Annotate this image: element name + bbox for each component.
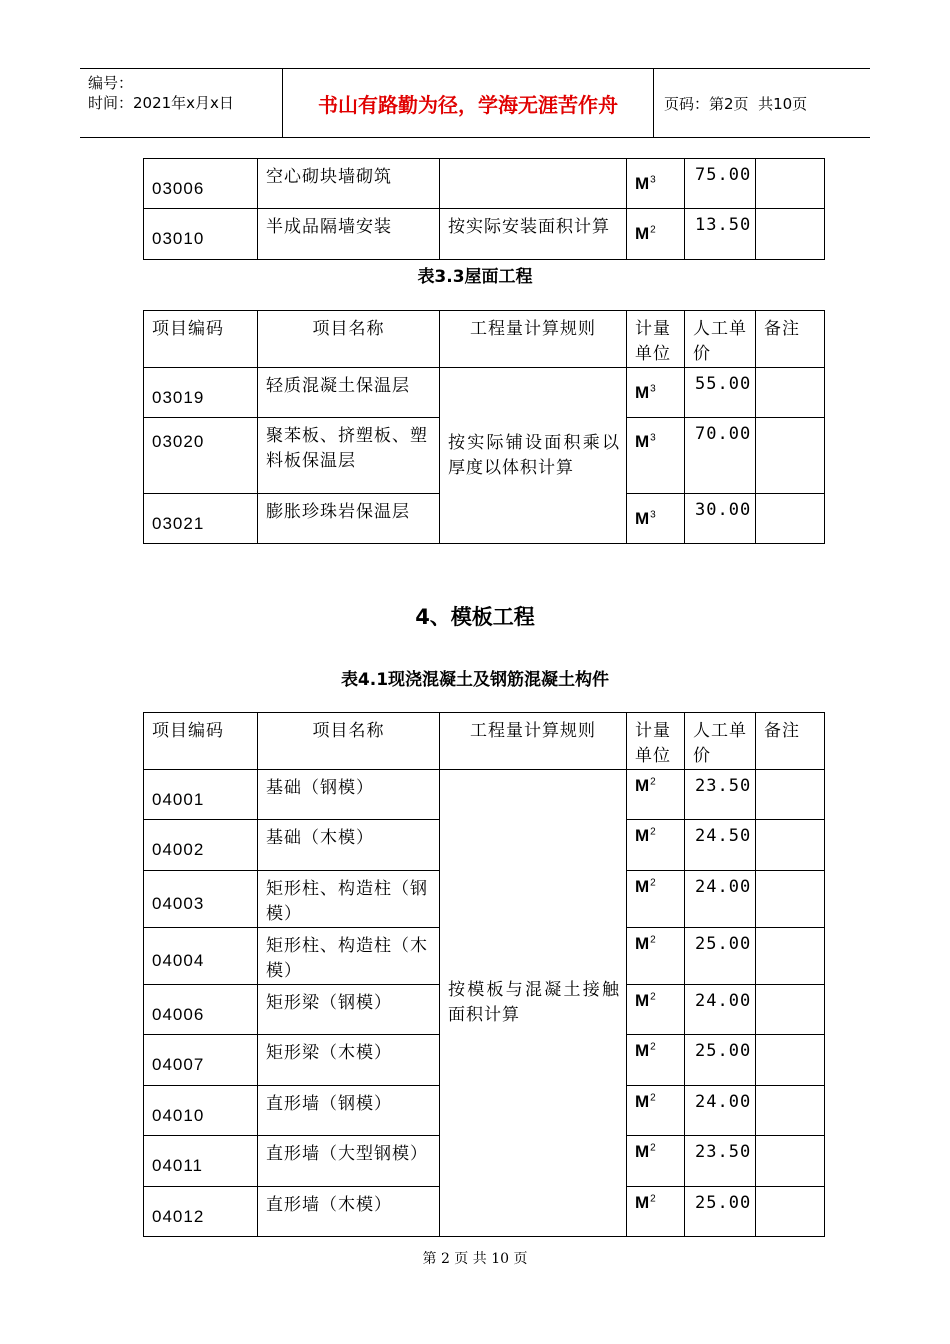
row-code: 03006 [144, 159, 258, 209]
header-rule: 工程量计算规则 [440, 311, 627, 368]
row-note [756, 368, 825, 418]
row-unit [627, 209, 685, 260]
unit-exp: 2 [650, 991, 657, 1003]
row-code: 03020 [144, 418, 258, 494]
table-4-1 [143, 712, 825, 1237]
header-unit: 计量单位 [627, 311, 685, 368]
row-code: 04006 [144, 985, 258, 1035]
row-unit [627, 159, 685, 209]
row-price: 25.00 [685, 1035, 756, 1086]
table-header-row [144, 311, 825, 368]
header-note: 备注 [756, 713, 825, 770]
row-price: 55.00 [685, 368, 756, 418]
row-price: 25.00 [685, 1187, 756, 1237]
table-row [144, 209, 825, 260]
header-page-info [664, 69, 870, 137]
unit-exp: 2 [650, 877, 657, 889]
row-unit [627, 985, 685, 1035]
row-code: 04001 [144, 770, 258, 820]
table-3-3-caption: 表3.3屋面工程 [417, 267, 533, 287]
row-name: 矩形柱、构造柱（钢模） [258, 871, 440, 928]
row-note [756, 928, 825, 985]
row-price: 24.50 [685, 820, 756, 871]
unit-exp: 3 [650, 382, 657, 394]
row-note [756, 209, 825, 260]
header-price: 人工单价 [685, 311, 756, 368]
header-name: 项目名称 [258, 713, 440, 770]
row-name: 空心砌块墙砌筑 [258, 159, 440, 209]
table-3-3 [143, 310, 825, 544]
row-unit [627, 1187, 685, 1237]
row-unit [627, 494, 685, 544]
unit-base: M [635, 826, 651, 845]
row-note [756, 1086, 825, 1136]
row-note [756, 418, 825, 494]
row-note [756, 985, 825, 1035]
row-code: 04004 [144, 928, 258, 985]
header-note: 备注 [756, 311, 825, 368]
row-unit [627, 928, 685, 985]
number-label: 编号： [88, 74, 134, 92]
row-name: 轻质混凝土保温层 [258, 368, 440, 418]
unit-base: M [635, 1142, 651, 1161]
unit-base: M [635, 934, 651, 953]
unit-base: M [635, 776, 651, 795]
unit-exp: 2 [650, 1092, 657, 1104]
row-name: 聚苯板、挤塑板、塑料板保温层 [258, 418, 440, 494]
row-rule [440, 159, 627, 209]
row-price: 24.00 [685, 1086, 756, 1136]
shared-rule: 按实际铺设面积乘以厚度以体积计算 [440, 368, 627, 544]
header-meta [80, 69, 280, 137]
page-header [80, 68, 870, 138]
table-row [144, 159, 825, 209]
row-code: 04002 [144, 820, 258, 871]
unit-exp: 2 [650, 1041, 657, 1053]
row-rule: 按实际安装面积计算 [440, 209, 627, 260]
unit-exp: 3 [650, 508, 657, 520]
unit-base: M [635, 432, 651, 451]
unit-base: M [635, 382, 651, 402]
row-unit [627, 1136, 685, 1187]
row-price: 23.50 [685, 1136, 756, 1187]
section-4-title: 4、模板工程 [415, 605, 535, 629]
row-code: 04011 [144, 1136, 258, 1187]
row-unit [627, 770, 685, 820]
row-name: 矩形梁（钢模） [258, 985, 440, 1035]
row-name: 基础（钢模） [258, 770, 440, 820]
row-price: 24.00 [685, 871, 756, 928]
row-note [756, 1187, 825, 1237]
row-name: 直形墙（木模） [258, 1187, 440, 1237]
row-code: 04007 [144, 1035, 258, 1086]
row-price: 75.00 [685, 159, 756, 209]
unit-base: M [635, 173, 651, 193]
row-code: 03019 [144, 368, 258, 418]
unit-exp: 2 [650, 826, 657, 838]
unit-base: M [635, 224, 651, 243]
row-unit [627, 871, 685, 928]
unit-base: M [635, 1193, 651, 1212]
page-footer: 第 2 页 共 10 页 [422, 1251, 528, 1267]
row-unit [627, 1035, 685, 1086]
row-unit [627, 1086, 685, 1136]
table-continued [143, 158, 825, 260]
unit-exp: 2 [650, 1142, 657, 1154]
row-name: 基础（木模） [258, 820, 440, 871]
row-price: 30.00 [685, 494, 756, 544]
row-name: 直形墙（钢模） [258, 1086, 440, 1136]
header-name: 项目名称 [258, 311, 440, 368]
row-name: 半成品隔墙安装 [258, 209, 440, 260]
row-price: 25.00 [685, 928, 756, 985]
row-note [756, 871, 825, 928]
row-name: 直形墙（大型钢模） [258, 1136, 440, 1187]
unit-exp: 2 [650, 1193, 657, 1205]
table-header-row [144, 713, 825, 770]
page-info-text: 页码：第2页 共10页 [664, 94, 808, 113]
unit-exp: 3 [650, 432, 657, 444]
row-note [756, 820, 825, 871]
row-code: 03021 [144, 494, 258, 544]
row-code: 04012 [144, 1187, 258, 1237]
table-row [144, 770, 825, 820]
row-unit [627, 418, 685, 494]
unit-base: M [635, 508, 651, 528]
unit-exp: 2 [650, 224, 657, 236]
row-price: 23.50 [685, 770, 756, 820]
header-unit: 计量单位 [627, 713, 685, 770]
header-code: 项目编码 [144, 713, 258, 770]
header-rule: 工程量计算规则 [440, 713, 627, 770]
row-note [756, 1136, 825, 1187]
unit-base: M [635, 991, 651, 1010]
row-name: 矩形梁（木模） [258, 1035, 440, 1086]
row-name: 矩形柱、构造柱（木模） [258, 928, 440, 985]
row-unit [627, 368, 685, 418]
row-price: 70.00 [685, 418, 756, 494]
row-price: 13.50 [685, 209, 756, 260]
shared-rule: 按模板与混凝土接触面积计算 [440, 770, 627, 1237]
table-4-1-caption: 表4.1现浇混凝土及钢筋混凝土构件 [340, 670, 610, 690]
unit-base: M [635, 877, 651, 896]
unit-exp: 3 [650, 173, 657, 185]
row-code: 03010 [144, 209, 258, 260]
time-label: 时间：2021年x月x日 [88, 94, 234, 112]
unit-base: M [635, 1041, 651, 1060]
table-row [144, 368, 825, 418]
row-note [756, 494, 825, 544]
row-price: 24.00 [685, 985, 756, 1035]
row-note [756, 770, 825, 820]
header-price: 人工单价 [685, 713, 756, 770]
header-motto: 书山有路勤为径，学海无涯苦作舟 [282, 69, 654, 137]
row-code: 04003 [144, 871, 258, 928]
unit-exp: 2 [650, 934, 657, 946]
row-unit [627, 820, 685, 871]
row-name: 膨胀珍珠岩保温层 [258, 494, 440, 544]
unit-exp: 2 [650, 776, 657, 788]
unit-base: M [635, 1092, 651, 1111]
row-code: 04010 [144, 1086, 258, 1136]
header-code: 项目编码 [144, 311, 258, 368]
row-note [756, 159, 825, 209]
row-note [756, 1035, 825, 1086]
